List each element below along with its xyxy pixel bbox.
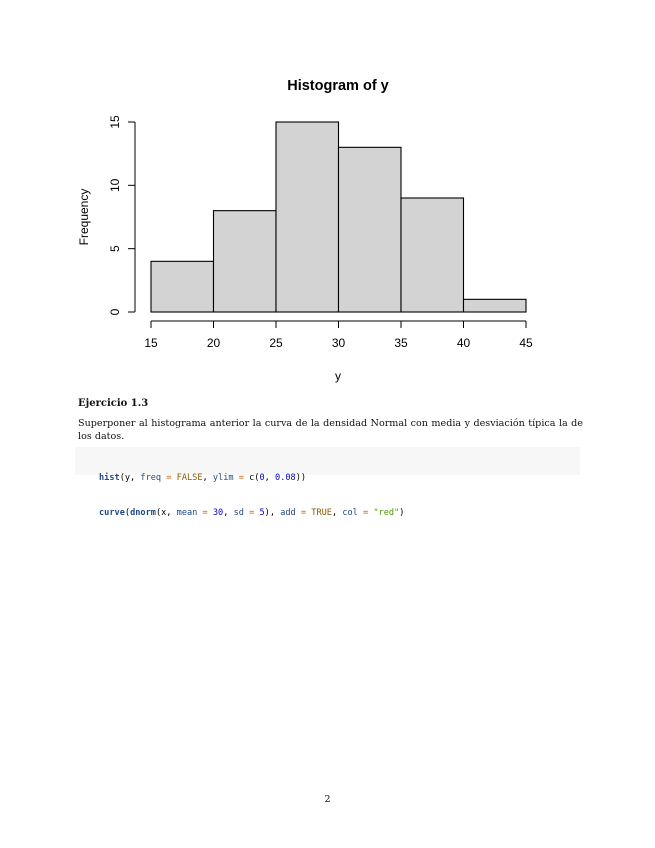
y-axis-label: Frequency — [77, 188, 91, 246]
y-tick-label: 5 — [108, 245, 122, 253]
x-axis — [144, 321, 533, 350]
code-token: , — [223, 507, 234, 518]
code-token: 5 — [259, 507, 265, 518]
code-token: sd — [233, 507, 244, 518]
bars-group — [151, 122, 526, 312]
histogram-bar — [339, 147, 402, 312]
code-token: = — [357, 507, 374, 518]
code-token: , — [202, 473, 213, 483]
y-tick-label: 15 — [108, 115, 122, 129]
x-tick-label: 40 — [456, 336, 471, 350]
code-token: ), — [264, 507, 281, 518]
histogram-chart — [0, 0, 655, 400]
code-token: ( — [254, 473, 260, 483]
code-token: hist — [99, 473, 120, 483]
x-axis-label: y — [335, 369, 341, 383]
code-token: "red" — [373, 507, 400, 518]
code-token: dnorm — [130, 507, 156, 518]
code-token: curve — [99, 507, 125, 518]
histogram-bar — [401, 198, 464, 312]
code-line-1 — [99, 473, 580, 485]
code-token: , — [331, 507, 343, 518]
x-tick-label: 30 — [331, 336, 346, 350]
code-token: ylim — [212, 473, 234, 483]
code-token: ) — [399, 507, 405, 518]
x-tick-label: 25 — [269, 336, 283, 350]
x-tick-label: 35 — [394, 336, 408, 350]
code-token: FALSE — [176, 473, 203, 483]
code-token: ( — [124, 507, 131, 518]
y-tick-label: 10 — [108, 178, 122, 193]
code-token: mean — [176, 507, 198, 518]
page-number: 2 — [324, 794, 331, 805]
code-token: = — [197, 507, 213, 518]
code-token: TRUE — [311, 507, 332, 518]
y-axis — [108, 115, 135, 315]
code-token: = — [233, 473, 250, 483]
code-token: = — [243, 507, 260, 518]
code-token: c — [249, 473, 255, 483]
histogram-bar — [151, 261, 214, 312]
code-token: (y, — [119, 473, 141, 483]
code-token: , — [264, 473, 276, 483]
x-tick-label: 15 — [144, 336, 158, 350]
code-token: add — [280, 507, 296, 518]
code-token: = — [161, 473, 177, 483]
code-token: freq — [140, 473, 162, 483]
y-tick-label: 0 — [108, 308, 122, 316]
histogram-bar — [214, 211, 277, 312]
x-tick-label: 45 — [519, 336, 533, 350]
exercise-heading: Ejercicio 1.3 — [78, 398, 149, 409]
code-token: (x, — [155, 507, 177, 518]
code-token: 0.08 — [275, 473, 296, 483]
exercise-paragraph: Superponer al histograma anterior la curva de la densidad Normal con media y desviación típica la de los datos. — [78, 418, 583, 442]
histogram-bar — [464, 299, 527, 312]
x-tick-label: 20 — [206, 336, 221, 350]
code-token: 30 — [212, 507, 224, 518]
histogram-bar — [276, 122, 339, 312]
code-token: 0 — [259, 473, 265, 483]
code-block — [75, 447, 580, 518]
code-token: col — [342, 507, 358, 518]
code-token: = — [295, 507, 312, 518]
chart-title: Histogram of y — [287, 78, 389, 94]
code-line-2 — [99, 508, 580, 520]
code-token: )) — [295, 473, 307, 483]
